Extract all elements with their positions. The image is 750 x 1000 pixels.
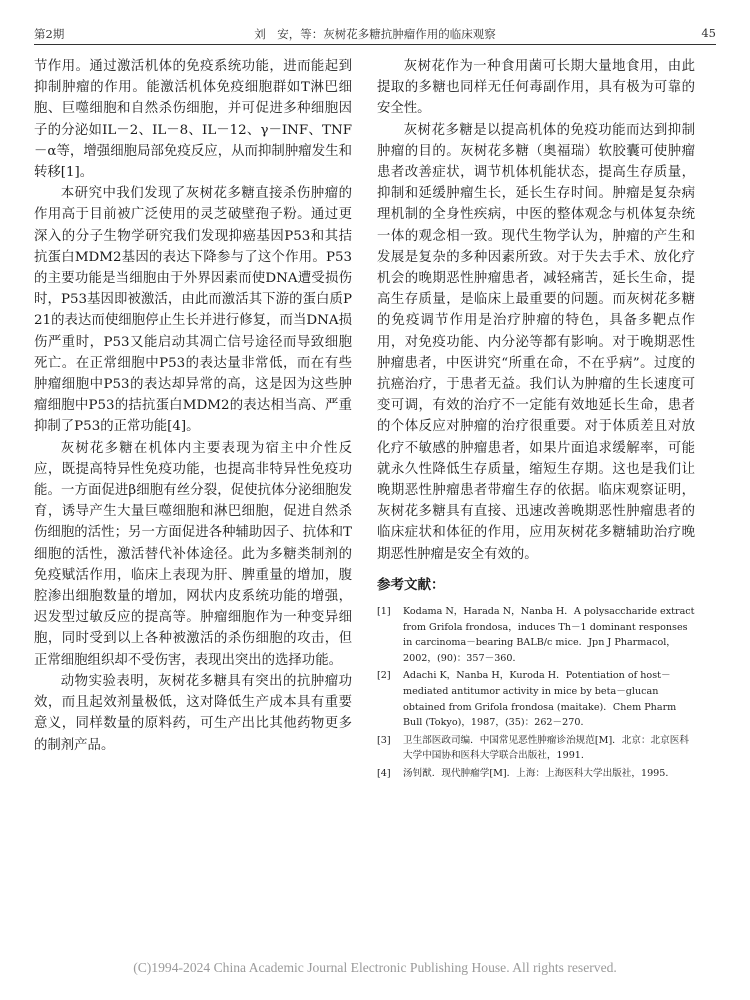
reference-text: 汤钊猷．现代肿瘤学[M]．上海：上海医科大学出版社，1995． [403, 768, 675, 780]
reference-text: Kodama N，Harada N，Nanba H．A polysaccharide extract from Grifola frondosa，induces Th－1 dominant responses in carcinoma－bearing BALB/c mice．Jpn J Pharmacol，2002，(90)：357－360． [403, 606, 695, 664]
reference-number: [4] [377, 768, 391, 780]
reference-item [377, 604, 695, 666]
reference-number: [3] [377, 734, 391, 746]
body-paragraph: 动物实验表明，灰树花多糖具有突出的抗肿瘤功效，而且起效剂量极低，这对降低生产成本具有重要意义，同样数量的原料药，可生产出比其他药物更多的制剂产品。 [34, 673, 352, 753]
page-number: 45 [701, 26, 716, 40]
body-paragraph: 灰树花多糖是以提高机体的免疫功能而达到抑制肿瘤的目的。灰树花多糖（奥福瑞）软胶囊可使肿瘤患者改善症状，调节机体机能状态，提高生存质量，抑制和延缓肿瘤生长，延长生存时间。肿瘤是复杂病理机制的全身性疾病，中医的整体观念与机体复杂统一体的观念相一致。现代生物学认为，肿瘤的产生和发展是复杂的多种因素所致。对于失去手术、放化疗机会的晚期恶性肿瘤患者，减轻痛苦，延长生命，提高生存质量，是临床上最重要的问题。而灰树花多糖的免疫调节作用是治疗肿瘤的特色，具备多靶点作用，对免疫功能、内分泌等都有影响。对于晚期恶性肿瘤患者，中医讲究“所重在命，不在乎病”。过度的抗癌治疗，于患者无益。我们认为肿瘤的生长速度可变可调，有效的治疗不一定能有效地延长生命，患者的个体反应对肿瘤的治疗很重要。对于体质差且对放化疗不敏感的肿瘤患者，如果片面追求缓解率，可能就永久性降低生存质量，缩短生存期。这也是我们让晚期恶性肿瘤患者带瘤生存的依据。临床观察证明，灰树花多糖具有直接、迅速改善晚期恶性肿瘤患者的临床症状和体征的作用，应用灰树花多糖辅助治疗晚期恶性肿瘤是安全有效的。 [377, 122, 695, 562]
references-list [377, 604, 695, 782]
header-rule [34, 44, 716, 45]
body-paragraph: 本研究中我们发现了灰树花多糖直接杀伤肿瘤的作用高于目前被广泛使用的灵芝破壁孢子粉。通过更深入的分子生物学研究我们发现抑癌基因P53和其拮抗蛋白MDM2基因的表达下降参与了这个作用。P53的主要功能是当细胞由于外界因素而使DNA遭受损伤时，P53基因即被激活，由此而激活其下游的蛋白质P21的表达而使细胞停止生长并进行修复，而当DNA损伤严重时，P53又能启动其凋亡信号途径而导致细胞死亡。在正常细胞中P53的表达量非常低，而在有些肿瘤细胞中P53的表达却异常的高，这是因为这些肿瘤细胞中P53的拮抗蛋白MDM2的表达相当高、严重抑制了P53的正常功能[4]。 [34, 186, 352, 435]
copyright-footer: (C)1994-2024 China Academic Journal Electronic Publishing House. All rights reserved. [133, 960, 617, 975]
references-title: 参考文献： [377, 576, 445, 593]
body-paragraph: 灰树花作为一种食用菌可长期大量地食用，由此提取的多糖也同样无任何毒副作用，具有极为可靠的安全性。 [377, 59, 695, 117]
reference-item [377, 668, 695, 730]
reference-number: [1] [377, 606, 391, 618]
running-title: 刘 安，等：灰树花多糖抗肿瘤作用的临床观察 [254, 27, 496, 41]
reference-item [377, 733, 695, 764]
reference-item [377, 766, 695, 782]
right-column [377, 56, 695, 784]
reference-number: [2] [377, 670, 391, 682]
left-column [34, 56, 352, 756]
reference-text: 卫生部医政司编．中国常见恶性肿瘤诊治规范[M]．北京：北京医科大学中国协和医科大学联合出版社，1991． [403, 734, 689, 762]
issue-number: 第2期 [34, 27, 65, 41]
reference-text: Adachi K，Nanba H，Kuroda H．Potentiation of host－mediated antitumor activity in mice by beta－glucan obtained from Grifola frondosa (maitake)．Chem Pharm Bull (Tokyo)，1987，(35)：262－270． [403, 670, 677, 729]
running-header [34, 24, 716, 44]
body-paragraph: 灰树花多糖在机体内主要表现为宿主中介性反应，既提高特异性免疫功能，也提高非特异性免疫功能。一方面促进β细胞有丝分裂，促使抗体分泌细胞发育，诱导产生大量巨噬细胞和淋巴细胞，促进自然杀伤细胞的活性；另一方面促进各种辅助因子、抗体和T细胞的活性，激活替代补体途径。此为多糖类制剂的免疫赋活作用，临床上表现为肝、脾重量的增加，腹腔渗出细胞数量的增加，网状内皮系统功能的增强，迟发型过敏反应的提高等。肿瘤细胞作为一种变异细胞，同时受到以上各种被激活的杀伤细胞的攻击，但正常细胞组织却不受伤害，表现出突出的选择功能。 [34, 440, 352, 668]
right-column-body [377, 56, 695, 565]
body-paragraph: 节作用。通过激活机体的免疫系统功能，进而能起到抑制肿瘤的作用。能激活机体免疫细胞群如T淋巴细胞、巨噬细胞和自然杀伤细胞，并可促进多种细胞因子的分泌如IL－2、IL－8、IL－12、γ－INF、TNF－α等，增强细胞局部免疫反应，从而抑制肿瘤发生和转移[1]。 [34, 59, 352, 181]
